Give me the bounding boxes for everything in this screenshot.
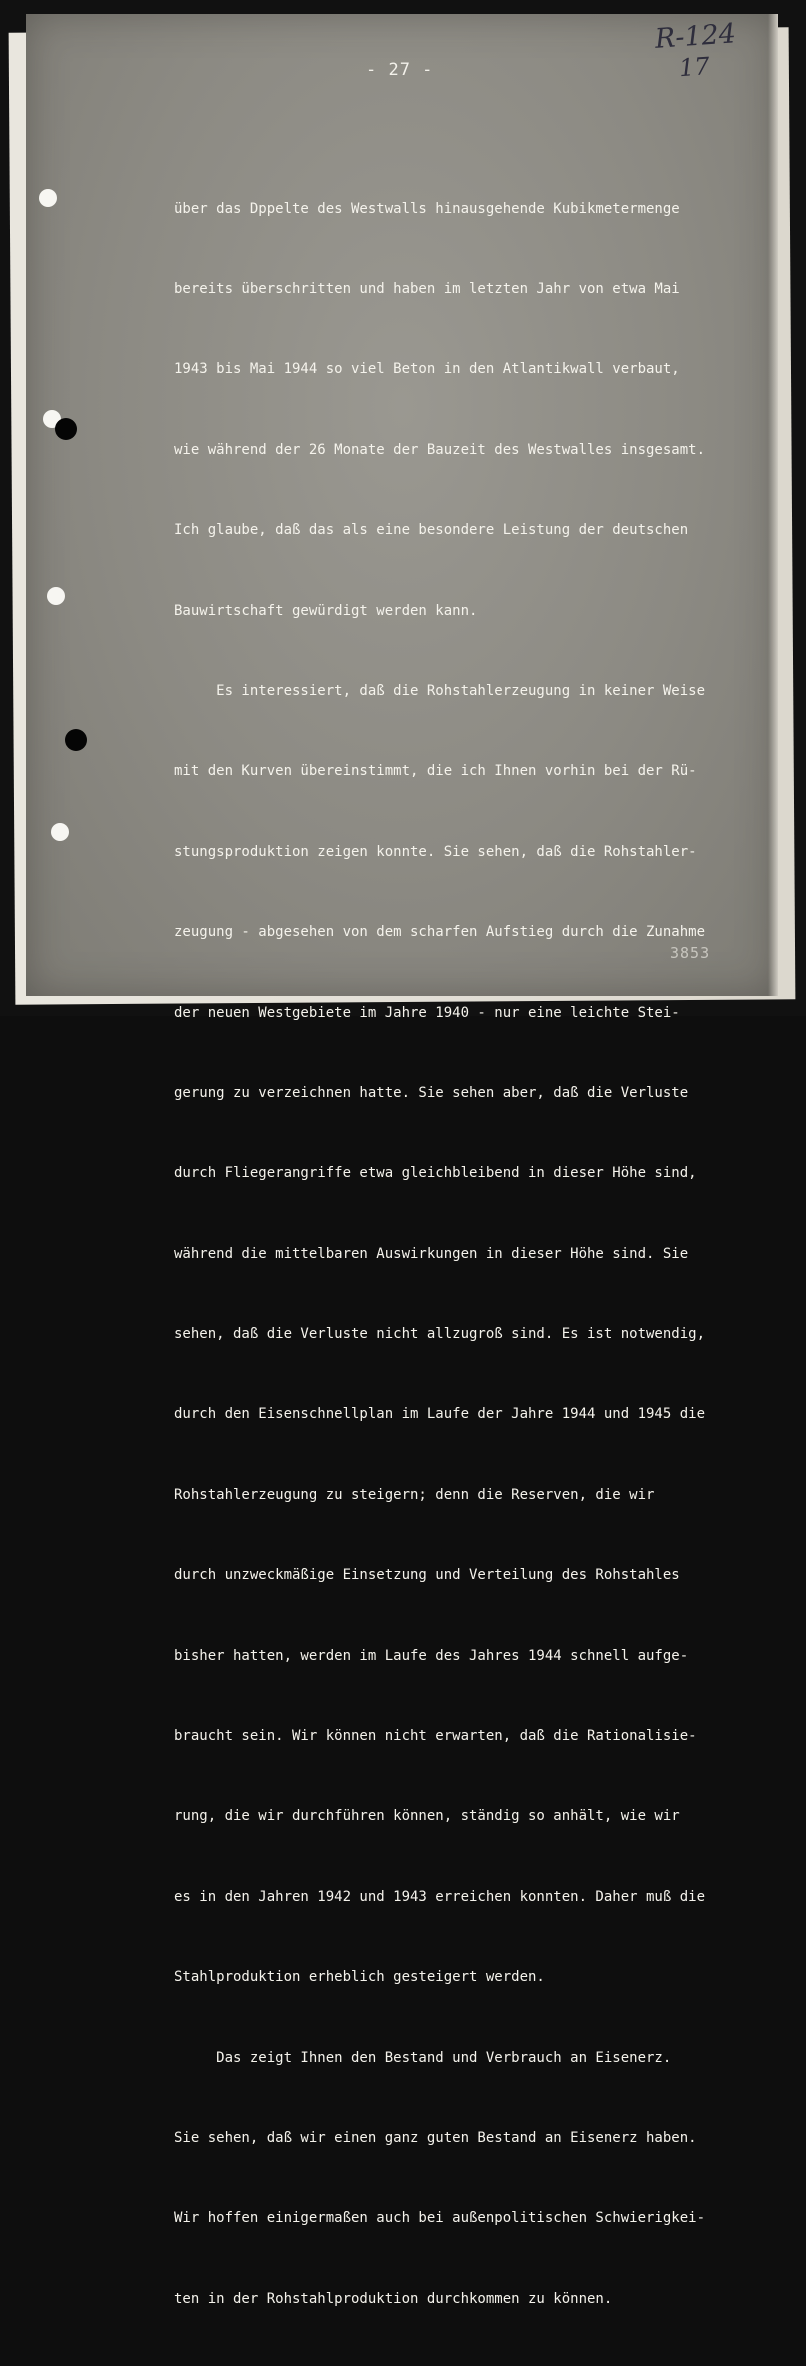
text-line: stungsproduktion zeigen konnte. Sie sehen, daß die Rohstahler- <box>174 843 697 860</box>
text-line: Bauwirtschaft gewürdigt werden kann. <box>174 602 478 619</box>
text-line: Rohstahlerzeugung zu steigern; denn die Reserven, die wir <box>174 1486 655 1503</box>
text-line: Es interessiert, daß die Rohstahlerzeugung in keiner Weise <box>174 682 706 699</box>
text-line: ten in der Rohstahlproduktion durchkommen zu können. <box>174 2290 613 2307</box>
text-line: es in den Jahren 1942 und 1943 erreichen konnten. Daher muß die <box>174 1888 706 1905</box>
text-line: Wir hoffen einigermaßen auch bei außenpolitischen Schwierigkei- <box>174 2210 706 2227</box>
text-line: durch unzweckmäßige Einsetzung und Verteilung des Rohstahles <box>174 1567 680 1584</box>
punch-hole <box>47 587 65 605</box>
text-line: rung, die wir durchführen können, ständig so anhält, wie wir <box>174 1808 680 1825</box>
text-line: Das zeigt Ihnen den Bestand und Verbrauch an Eisenerz. <box>174 2049 672 2066</box>
archive-stamp-number: 3853 <box>670 944 711 962</box>
text-line: über das Dppelte des Westwalls hinausgehende Kubikmetermenge <box>174 200 680 217</box>
punch-hole <box>55 418 77 440</box>
text-line: Stahlproduktion erheblich gesteigert werden. <box>174 1969 545 1986</box>
text-line: sehen, daß die Verluste nicht allzugroß sind. Es ist notwendig, <box>174 1326 706 1343</box>
text-line: zeugung - abgesehen von dem scharfen Aufstieg durch die Zunahme <box>174 924 706 941</box>
text-line: durch Fliegerangriffe etwa gleichbleibend in dieser Höhe sind, <box>174 1165 697 1182</box>
text-line: 1943 bis Mai 1944 so viel Beton in den Atlantikwall verbaut, <box>174 361 680 378</box>
punch-hole <box>51 823 69 841</box>
punch-hole <box>39 189 57 207</box>
text-line: während die mittelbaren Auswirkungen in dieser Höhe sind. Sie <box>174 1245 689 1262</box>
text-line: der neuen Westgebiete im Jahre 1940 - nur eine leichte Stei- <box>174 1004 680 1021</box>
text-line: Ich glaube, daß das als eine besondere Leistung der deutschen <box>174 522 689 539</box>
text-line: durch den Eisenschnellplan im Laufe der Jahre 1944 und 1945 die <box>174 1406 706 1423</box>
text-line: gerung zu verzeichnen hatte. Sie sehen aber, daß die Verluste <box>174 1084 689 1101</box>
archive-reference-handwritten <box>654 19 739 85</box>
text-line: bereits überschritten und haben im letzten Jahr von etwa Mai <box>174 280 680 297</box>
text-line: bisher hatten, werden im Laufe des Jahres 1944 schnell aufge- <box>174 1647 689 1664</box>
text-line: wie während der 26 Monate der Bauzeit des Westwalles insgesamt. <box>174 441 706 458</box>
page-number: - 27 - <box>366 60 434 80</box>
archive-ref-line-2: 17 <box>678 52 711 83</box>
text-line: mit den Kurven übereinstimmt, die ich Ihnen vorhin bei der Rü- <box>174 763 697 780</box>
punch-hole <box>65 729 87 751</box>
document-page <box>26 14 778 2307</box>
text-line: braucht sein. Wir können nicht erwarten, daß die Rationalisie- <box>174 1728 697 1745</box>
archive-ref-line-1: R-124 <box>653 18 737 55</box>
typed-body-text <box>174 142 764 2366</box>
text-line: Sie sehen, daß wir einen ganz guten Bestand an Eisenerz haben. <box>174 2129 697 2146</box>
